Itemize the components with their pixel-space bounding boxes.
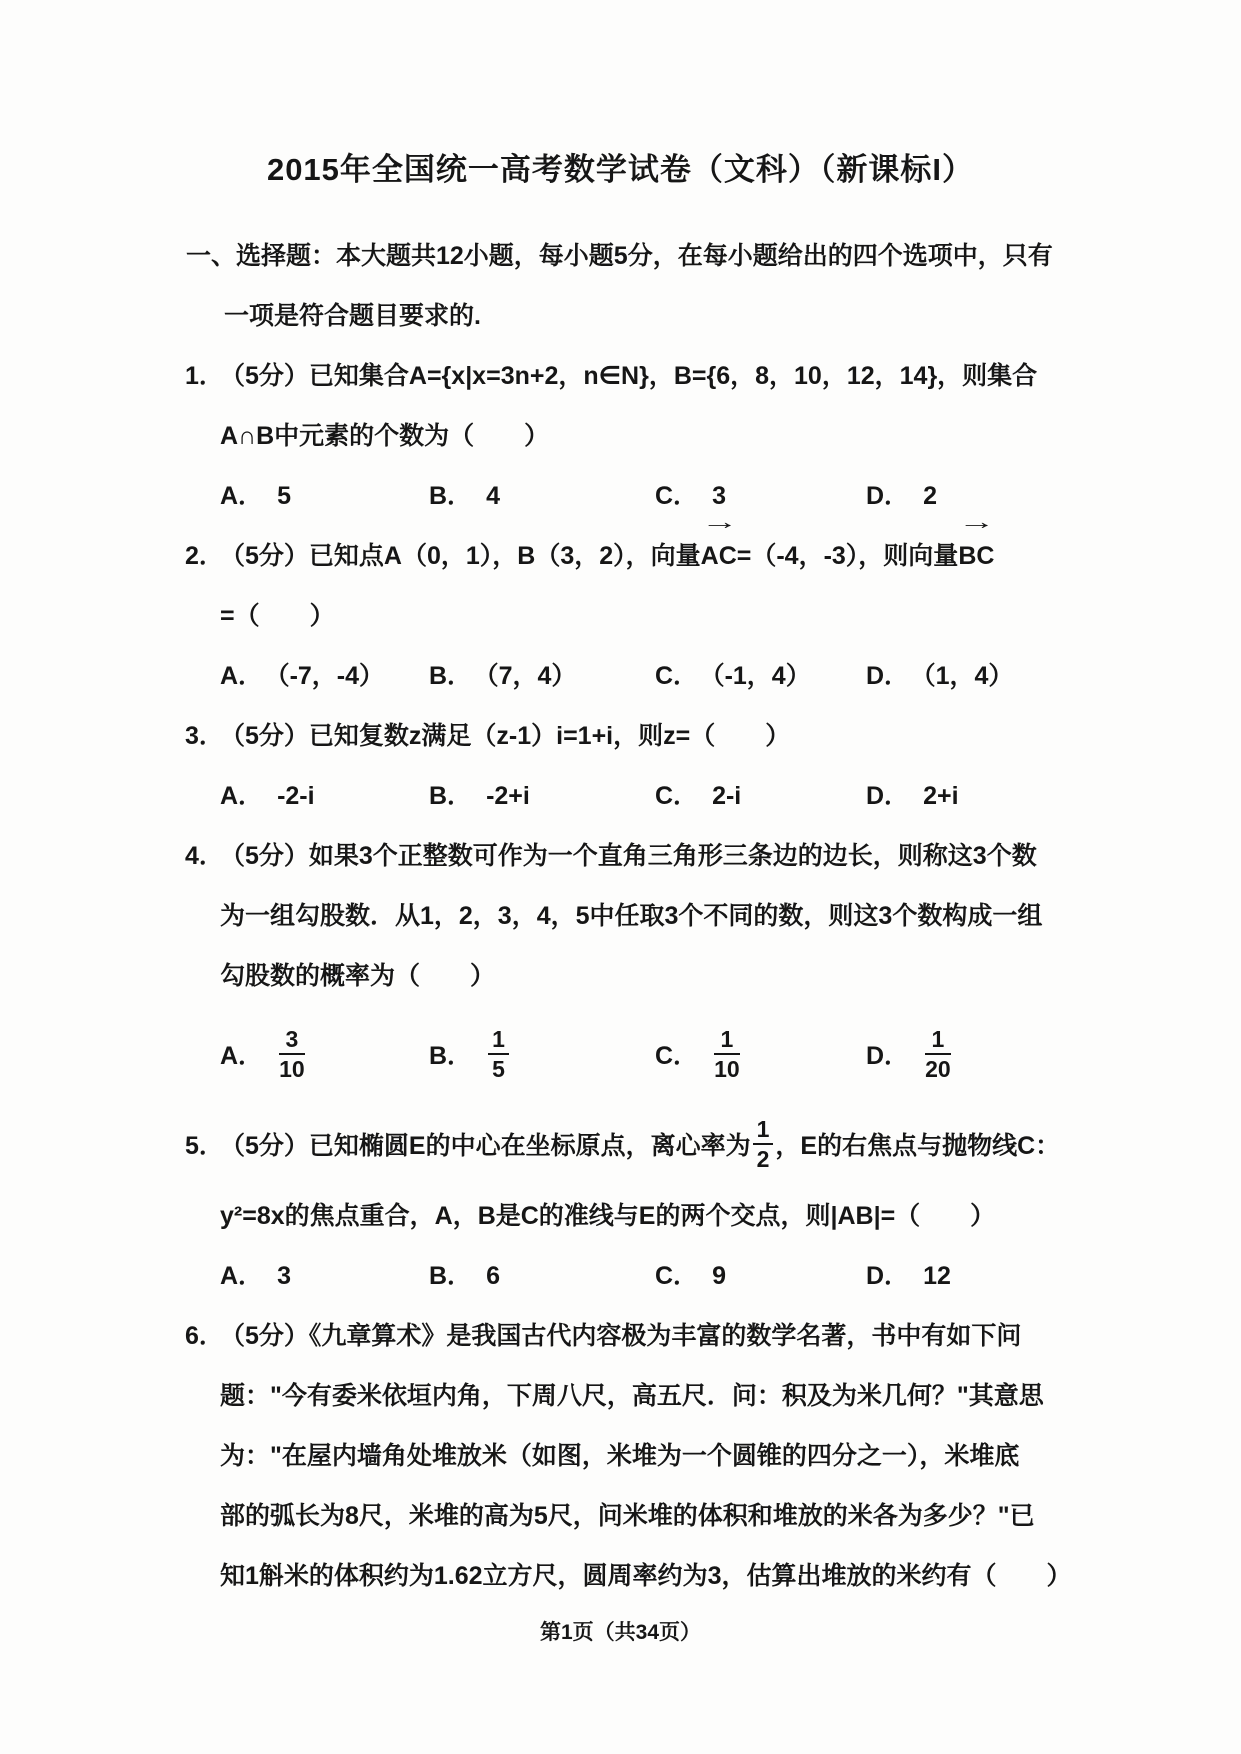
question-number: 5．: [185, 1132, 224, 1160]
fraction-denominator: 10: [714, 1056, 740, 1083]
options-row: [220, 766, 1241, 826]
section-heading-line-1: 一、选择题：本大题共12小题，每小题5分，在每小题给出的四个选项中，只有: [186, 242, 1053, 270]
option-label: B．: [429, 1042, 473, 1070]
question-1: [0, 346, 1241, 526]
text-segment: （5分）已知椭圆E的中心在坐标原点，离心率为: [220, 1132, 751, 1160]
option-label: A．: [220, 1262, 264, 1290]
question-line: [220, 1366, 1241, 1426]
question-number: 3．: [185, 722, 224, 750]
option-label: C．: [655, 1042, 699, 1070]
option-value: [277, 782, 315, 810]
fraction-denominator: 20: [925, 1056, 951, 1083]
option-value: [712, 662, 811, 690]
option-label: D．: [866, 482, 910, 510]
text-segment: 3: [712, 482, 726, 510]
text-segment: =（ ）: [220, 602, 335, 630]
fraction: [279, 1026, 305, 1083]
text-segment: 2-i: [712, 782, 742, 810]
option-value: [923, 482, 937, 510]
question-line: [220, 1426, 1241, 1486]
options-row: [220, 646, 1241, 706]
question-line: [220, 406, 1241, 466]
option-value: [486, 1025, 511, 1083]
option-A: [220, 1246, 429, 1306]
option-value: [486, 482, 500, 510]
question-line: [220, 1486, 1241, 1546]
option-label: A．: [220, 1042, 264, 1070]
text-segment: 知1斛米的体积约为1.62立方尺，圆周率约为3，估算出堆放的米约有（ ）: [220, 1562, 1072, 1590]
question-line: [185, 826, 1241, 886]
question-4: [0, 826, 1241, 1106]
option-value: [277, 1025, 307, 1083]
question-2: [0, 526, 1241, 706]
option-B: [429, 1006, 655, 1106]
text-segment: 为："在屋内墙角处堆放米（如图，米堆为一个圆锥的四分之一），米堆底: [220, 1442, 1020, 1470]
fraction-numerator: 3: [279, 1026, 305, 1055]
fraction-numerator: 1: [925, 1026, 951, 1055]
text-segment: 6: [486, 1262, 500, 1290]
option-label: D．: [866, 1262, 910, 1290]
text-segment: 部的弧长为8尺，米堆的高为5尺，问米堆的体积和堆放的米各为多少？"已: [220, 1502, 1035, 1530]
option-value: [923, 1025, 953, 1083]
fraction-denominator: 2: [756, 1146, 770, 1173]
text-segment: ，E的右焦点与抛物线C：: [775, 1132, 1061, 1160]
option-A: [220, 1006, 429, 1106]
option-C: [655, 1246, 866, 1306]
text-segment: y²=8x的焦点重合，A，B是C的准线与E的两个交点，则|AB|=（ ）: [220, 1202, 996, 1230]
text-segment: （5分）已知复数z满足（z-1）i=1+i，则z=（ ）: [220, 722, 791, 750]
options-row: [220, 1246, 1241, 1306]
question-number: 4．: [185, 842, 224, 870]
question-6: [0, 1306, 1241, 1606]
fraction-denominator: 10: [279, 1056, 305, 1083]
text-segment: 9: [712, 1262, 726, 1290]
option-value: [712, 482, 726, 510]
option-value: [923, 662, 1013, 690]
text-segment: 勾股数的概率为（ ）: [220, 962, 496, 990]
option-label: B．: [429, 482, 473, 510]
option-value: [923, 782, 958, 810]
option-C: [655, 466, 866, 526]
question-number: 1．: [185, 362, 224, 390]
question-number: 2．: [185, 542, 224, 570]
question-line: [185, 1306, 1241, 1366]
option-label: C．: [655, 482, 699, 510]
question-line: [220, 946, 1241, 1006]
text-segment: 3: [277, 1262, 291, 1290]
text-segment: （1，4）: [923, 662, 1014, 690]
option-D: [866, 466, 937, 526]
section-heading-line-2: 一项是符合题目要求的.: [224, 302, 481, 330]
text-segment: （-1，4）: [712, 662, 811, 690]
text-segment: 题："今有委米依垣内角，下周八尺，高五尺．问：积及为米几何？"其意思: [220, 1382, 1044, 1410]
option-B: [429, 646, 655, 706]
option-label: A．: [220, 782, 264, 810]
option-value: [277, 482, 291, 510]
option-label: B．: [429, 1262, 473, 1290]
text-segment: 4: [486, 482, 500, 510]
text-segment: -2-i: [277, 782, 315, 810]
question-3: [0, 706, 1241, 826]
question-number: 6．: [185, 1322, 224, 1350]
text-segment: 2: [923, 482, 937, 510]
text-segment: =（-4，-3），则向量: [736, 542, 959, 570]
text-segment: （7，4）: [486, 662, 577, 690]
option-value: [486, 782, 530, 810]
option-value: [486, 1262, 500, 1290]
text-segment: （-7，-4）: [277, 662, 385, 690]
fraction: [753, 1116, 774, 1173]
option-label: A．: [220, 482, 264, 510]
fraction-numerator: 1: [714, 1026, 740, 1055]
option-label: C．: [655, 662, 699, 690]
text-segment: 2+i: [923, 782, 959, 810]
text-segment: （5分）《九章算术》是我国古代内容极为丰富的数学名著，书中有如下问: [220, 1322, 1022, 1350]
page-footer: 第1页（共34页）: [539, 1621, 702, 1644]
option-value: [277, 1262, 291, 1290]
option-C: [655, 766, 866, 826]
option-value: [712, 1025, 742, 1083]
text-segment: A∩B中元素的个数为（ ）: [220, 422, 550, 450]
text-segment: （5分）如果3个正整数可作为一个直角三角形三条边的边长，则称这3个数: [220, 842, 1037, 870]
option-value: [712, 1262, 726, 1290]
question-line: [220, 1546, 1241, 1606]
fraction: [925, 1026, 951, 1083]
text-segment: （5分）已知点A（0，1），B（3，2），向量: [220, 542, 701, 570]
question-line: [220, 1186, 1241, 1246]
option-label: A．: [220, 662, 264, 690]
question-line: [185, 706, 1241, 766]
option-A: [220, 766, 429, 826]
text-segment: -2+i: [486, 782, 530, 810]
option-D: [866, 1246, 951, 1306]
page-title: 2015年全国统一高考数学试卷（文科）（新课标I）: [266, 152, 975, 187]
option-B: [429, 1246, 655, 1306]
option-D: [866, 1006, 953, 1106]
option-label: D．: [866, 1042, 910, 1070]
option-value: [923, 1262, 951, 1290]
option-A: [220, 466, 429, 526]
option-label: D．: [866, 782, 910, 810]
question-line: [185, 526, 1241, 586]
option-B: [429, 466, 655, 526]
question-line: [185, 1106, 1241, 1186]
fraction-denominator: 5: [492, 1056, 505, 1083]
question-5: [0, 1106, 1241, 1306]
question-line: [185, 346, 1241, 406]
fraction-numerator: 1: [753, 1116, 774, 1145]
question-line: [220, 586, 1241, 646]
option-label: D．: [866, 662, 910, 690]
option-D: [866, 766, 959, 826]
option-C: [655, 1006, 866, 1106]
fraction: [488, 1026, 509, 1083]
fraction: [714, 1026, 740, 1083]
fraction-numerator: 1: [488, 1026, 509, 1055]
option-C: [655, 646, 866, 706]
text-segment: （5分）已知集合A={x|x=3n+2，n∈N}，B={6，8，10，12，14}，则集合: [220, 362, 1038, 390]
option-label: B．: [429, 662, 473, 690]
option-value: [712, 782, 741, 810]
option-label: C．: [655, 1262, 699, 1290]
option-value: [277, 662, 384, 690]
text-segment: 5: [277, 482, 291, 510]
question-line: [220, 886, 1241, 946]
option-value: [486, 662, 576, 690]
option-A: [220, 646, 429, 706]
options-row: [220, 1006, 1241, 1106]
option-label: B．: [429, 782, 473, 810]
text-segment: 为一组勾股数．从1，2，3，4，5中任取3个不同的数，则这3个数构成一组: [220, 902, 1043, 930]
text-segment: 12: [923, 1262, 951, 1290]
vector-AC: AC →: [701, 526, 737, 586]
option-D: [866, 646, 1013, 706]
option-label: C．: [655, 782, 699, 810]
vector-BC: BC →: [958, 526, 994, 586]
questions-list: [0, 346, 1241, 1606]
option-B: [429, 766, 655, 826]
